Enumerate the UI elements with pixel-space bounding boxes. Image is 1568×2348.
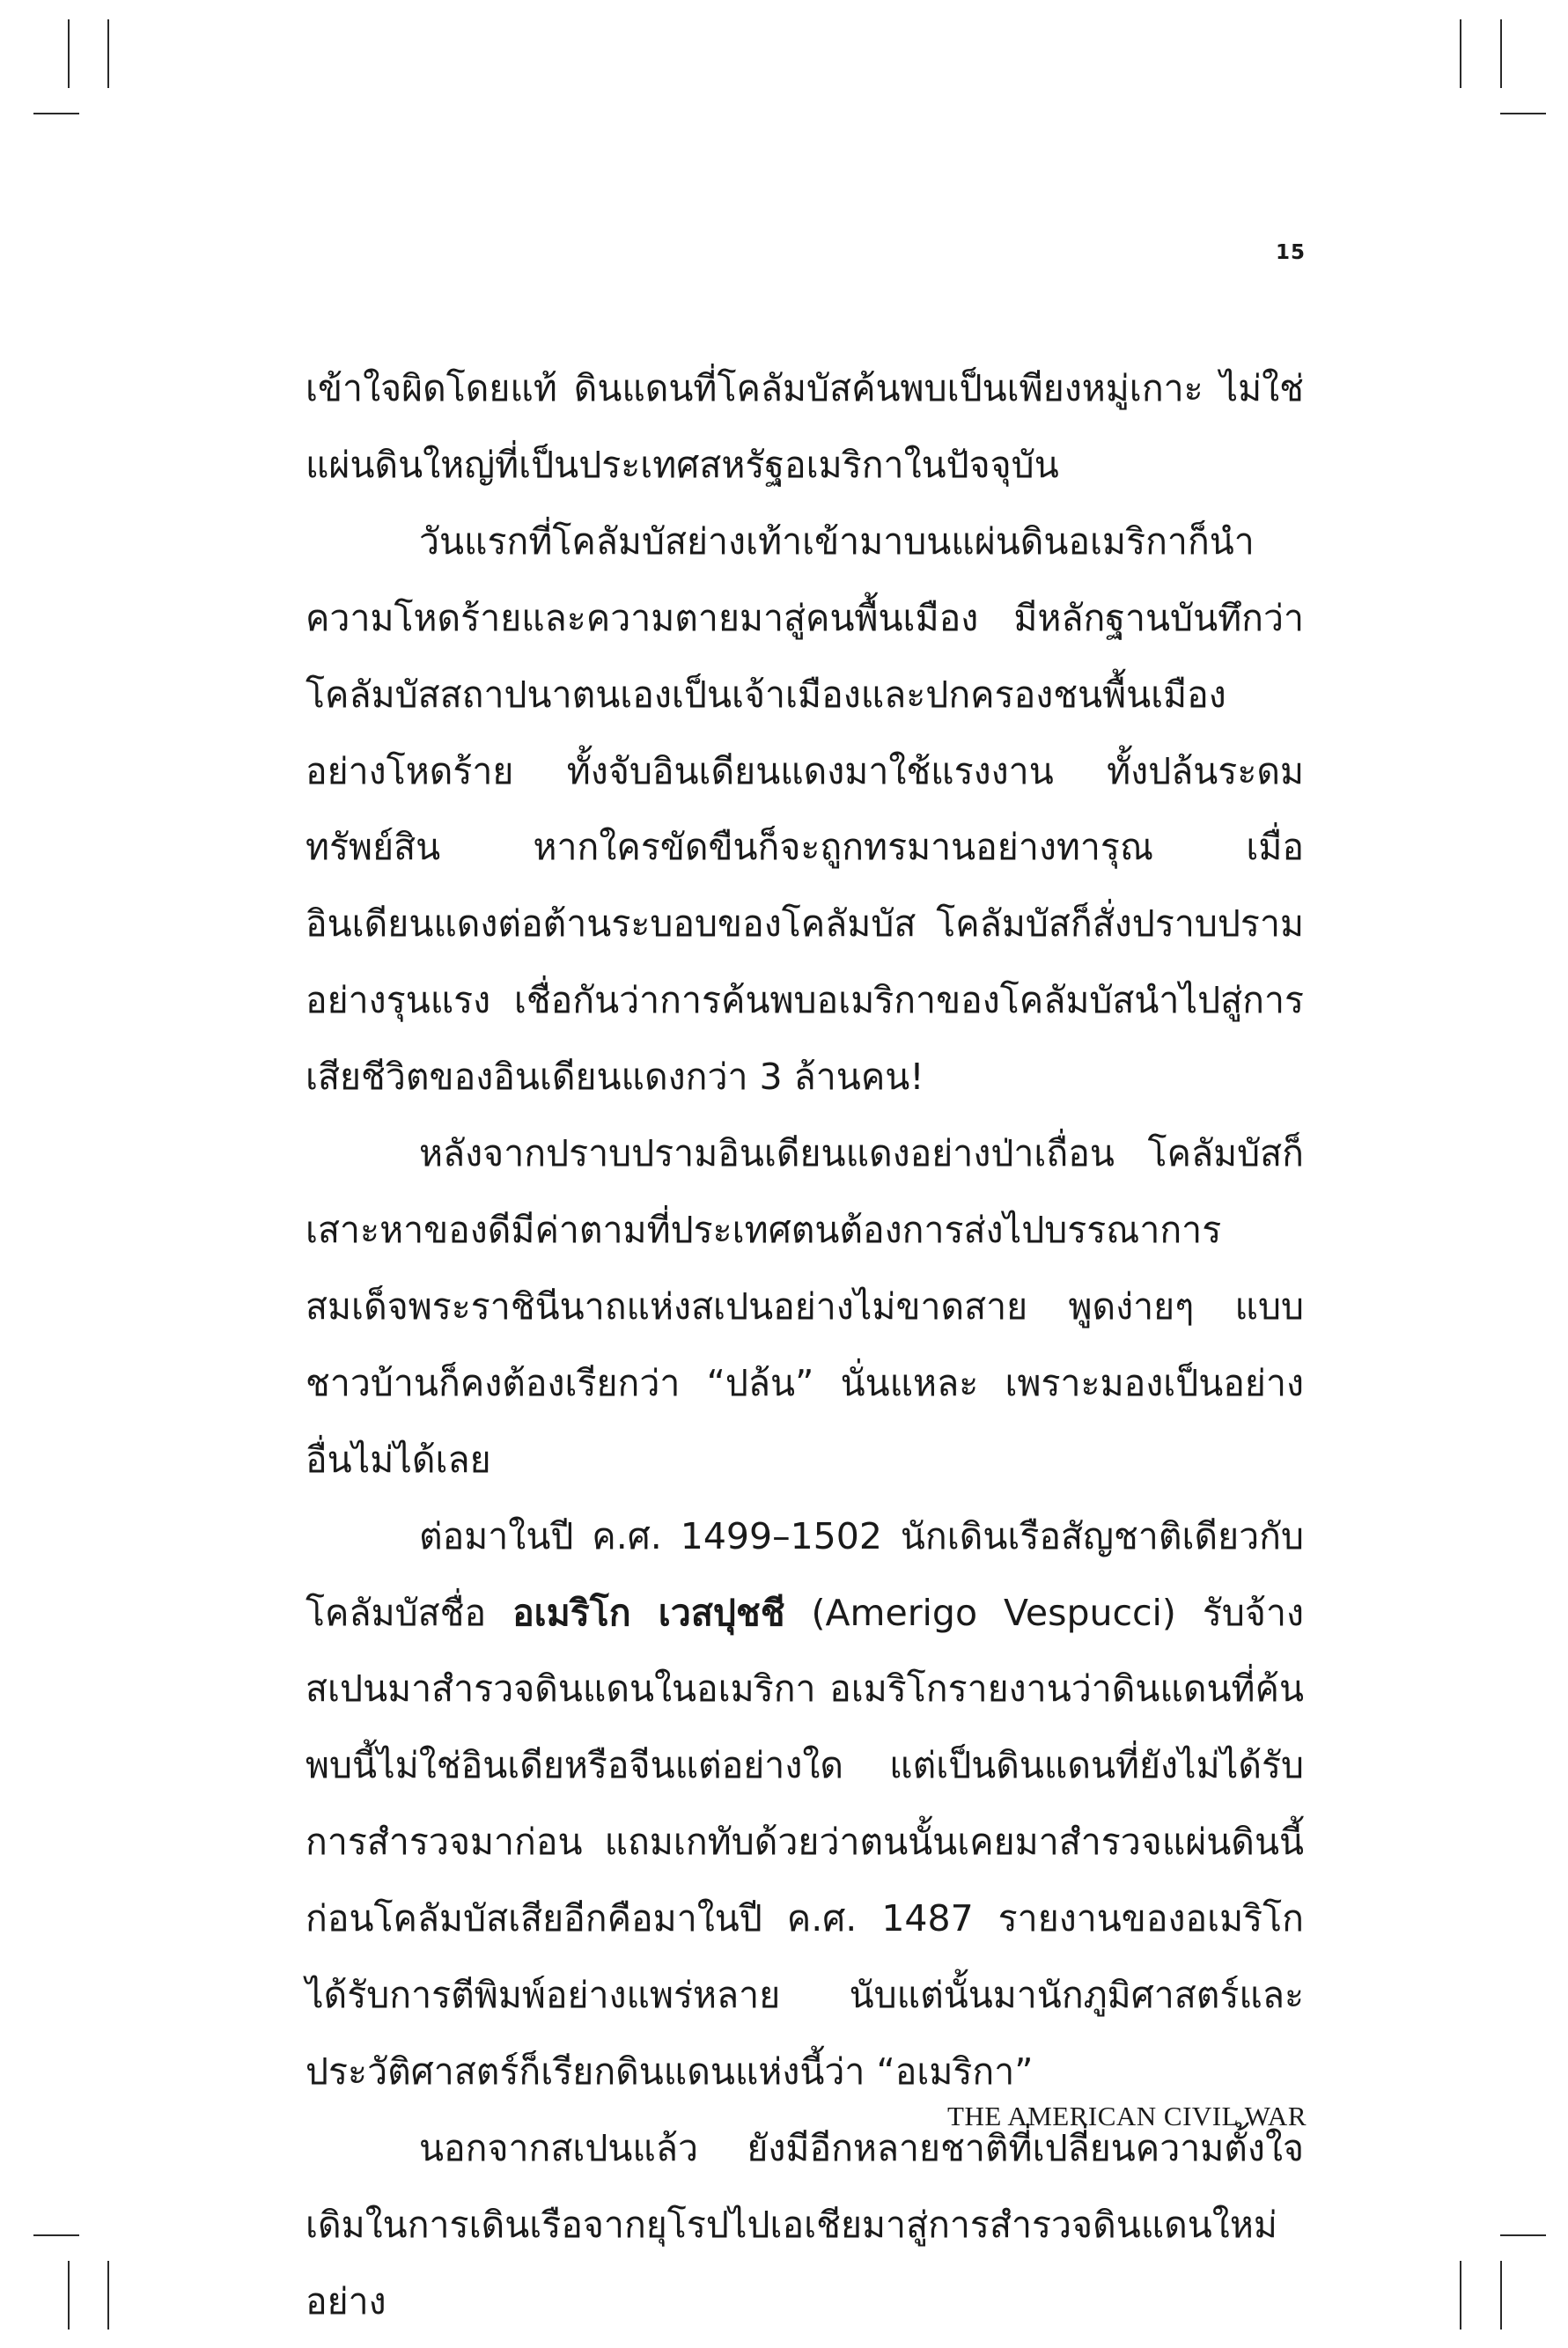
- paragraph: วันแรกที่โคลัมบัสย่างเท้าเข้ามาบนแผ่นดินอเมริกาก็นำความโหดร้ายและความตายมาสู่คนพื้นเมือง มีหลักฐานบันทึกว่าโคลัมบัสสถาปนาตนเองเป็นเจ้าเมืองและปกครองชนพื้นเมืองอย่างโหดร้าย ทั้งจับอินเดียนแดงมาใช้แรงงาน ทั้งปล้นระดมทรัพย์สิน หากใครขัดขืนก็จะถูกทรมานอย่างทารุณ เมื่ออินเดียนแดงต่อต้านระบอบของโคลัมบัส โคลัมบัสก็สั่งปราบปรามอย่างรุนแรง เชื่อกันว่าการค้นพบอเมริกาของโคลัมบัสนำไปสู่การเสียชีวิตของอินเดียนแดงกว่า 3 ล้านคน!: [306, 519, 1304, 1099]
- paragraph: นอกจากสเปนแล้ว ยังมีอีกหลายชาติที่เปลี่ยนความตั้งใจเดิมในการเดินเรือจากยุโรปไปเอเชียมาสู่การสำรวจดินแดนใหม่อย่าง: [306, 2126, 1304, 2322]
- body-text: [306, 350, 1304, 2340]
- person-name-bold: อเมริโก เวสปุชชี: [512, 1591, 785, 1634]
- crop-mark: [68, 2261, 70, 2330]
- crop-mark: [1500, 2261, 1502, 2330]
- paragraph-text: ต่อมาในปี ค.ศ. 1499–1502 นักเดินเรือสัญชาติเดียวกับโคลัมบัสชื่อ: [306, 1514, 1304, 1634]
- crop-mark: [33, 113, 79, 114]
- paragraph: เข้าใจผิดโดยแท้ ดินแดนที่โคลัมบัสค้นพบเป็นเพียงหมู่เกาะ ไม่ใช่แผ่นดินใหญ่ที่เป็นประเทศสหรัฐอเมริกาในปัจจุบัน: [306, 367, 1304, 486]
- crop-mark: [1500, 2234, 1546, 2236]
- paragraph-text: (Amerigo Vespucci) รับจ้างสเปนมาสำรวจดินแดนในอเมริกา อเมริโกรายงานว่าดินแดนที่ค้นพบนี้ไม่ใช่อินเดียหรือจีนแต่อย่างใด แต่เป็นดินแดนที่ยังไม่ได้รับการสำรวจมาก่อน แถมเกทับด้วยว่าตนนั้นเคยมาสำรวจแผ่นดินนี้ก่อนโคลัมบัสเสียอีกคือมาในปี ค.ศ. 1487 รายงานของอเมริโกได้รับการตีพิมพ์อย่างแพร่หลาย นับแต่นั้นมานักภูมิศาสตร์และประวัติศาสตร์ก็เรียกดินแดนแห่งนี้ว่า “อเมริกา”: [306, 1591, 1304, 2093]
- page-number: 15: [1275, 241, 1306, 264]
- crop-mark: [1460, 2261, 1461, 2330]
- paragraph: [306, 1498, 1304, 2110]
- crop-mark: [33, 2234, 79, 2236]
- crop-mark: [1500, 19, 1502, 88]
- crop-mark: [1460, 19, 1461, 88]
- crop-mark: [107, 2261, 109, 2330]
- running-footer-title: THE AMERICAN CIVIL WAR: [947, 2101, 1307, 2131]
- crop-mark: [107, 19, 109, 88]
- paragraph: หลังจากปราบปรามอินเดียนแดงอย่างป่าเถื่อน โคลัมบัสก็เสาะหาของดีมีค่าตามที่ประเทศตนต้องการส่งไปบรรณาการสมเด็จพระราชินีนาถแห่งสเปนอย่างไม่ขาดสาย พูดง่ายๆ แบบชาวบ้านก็คงต้องเรียกว่า “ปล้น” นั่นแหละ เพราะมองเป็นอย่างอื่นไม่ได้เลย: [306, 1132, 1304, 1481]
- crop-mark: [68, 19, 70, 88]
- crop-mark: [1500, 113, 1546, 114]
